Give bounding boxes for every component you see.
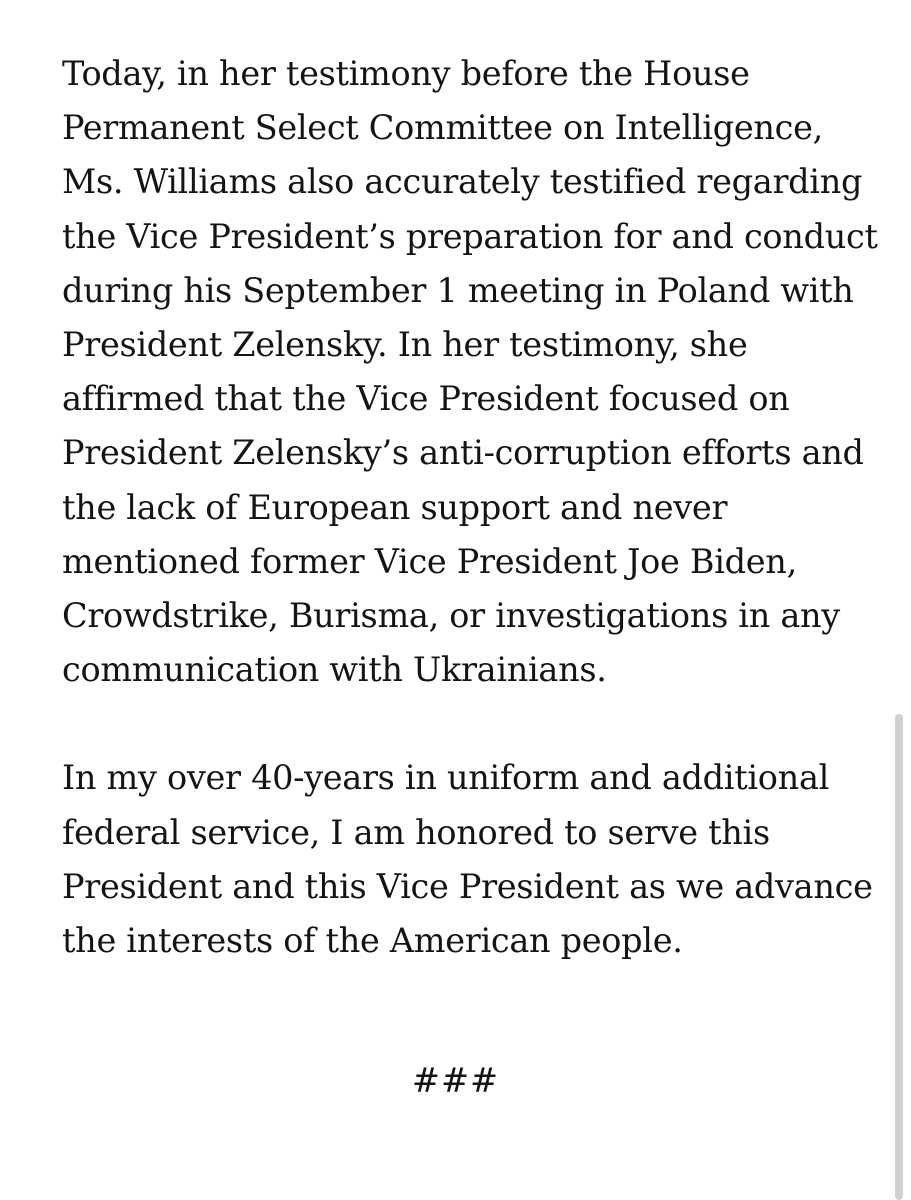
text-line: federal service, I am honored to serve this xyxy=(62,812,770,852)
paragraph-spacer xyxy=(62,697,862,751)
text-line: President and this Vice President as we advance xyxy=(62,866,873,906)
text-line: the interests of the American people. xyxy=(62,921,683,961)
text-line: Crowdstrike, Burisma, or investigations in any xyxy=(62,596,840,636)
text-line: affirmed that the Vice President focused on xyxy=(62,379,790,419)
text-line: In my over 40-years in uniform and additional xyxy=(62,758,830,798)
text-line: Permanent Select Committee on Intelligence, xyxy=(62,108,823,148)
text-line: President Zelensky’s anti-corruption efforts and xyxy=(62,433,864,473)
text-line: the Vice President’s preparation for and conduct xyxy=(62,216,878,256)
text-line: Today, in her testimony before the House xyxy=(62,54,750,93)
scrollbar-thumb[interactable] xyxy=(895,714,903,1200)
paragraph-testimony xyxy=(62,47,878,697)
paragraph-service xyxy=(62,751,873,968)
end-of-release-mark: ### xyxy=(411,1061,500,1100)
text-line: Ms. Williams also accurately testified regarding xyxy=(62,162,863,202)
document-body xyxy=(62,47,878,968)
text-line: President Zelensky. In her testimony, she xyxy=(62,325,748,365)
text-line: mentioned former Vice President Joe Biden, xyxy=(62,541,797,581)
text-line: the lack of European support and never xyxy=(62,487,728,527)
text-line: communication with Ukrainians. xyxy=(62,650,607,690)
text-line: during his September 1 meeting in Poland with xyxy=(62,270,854,310)
